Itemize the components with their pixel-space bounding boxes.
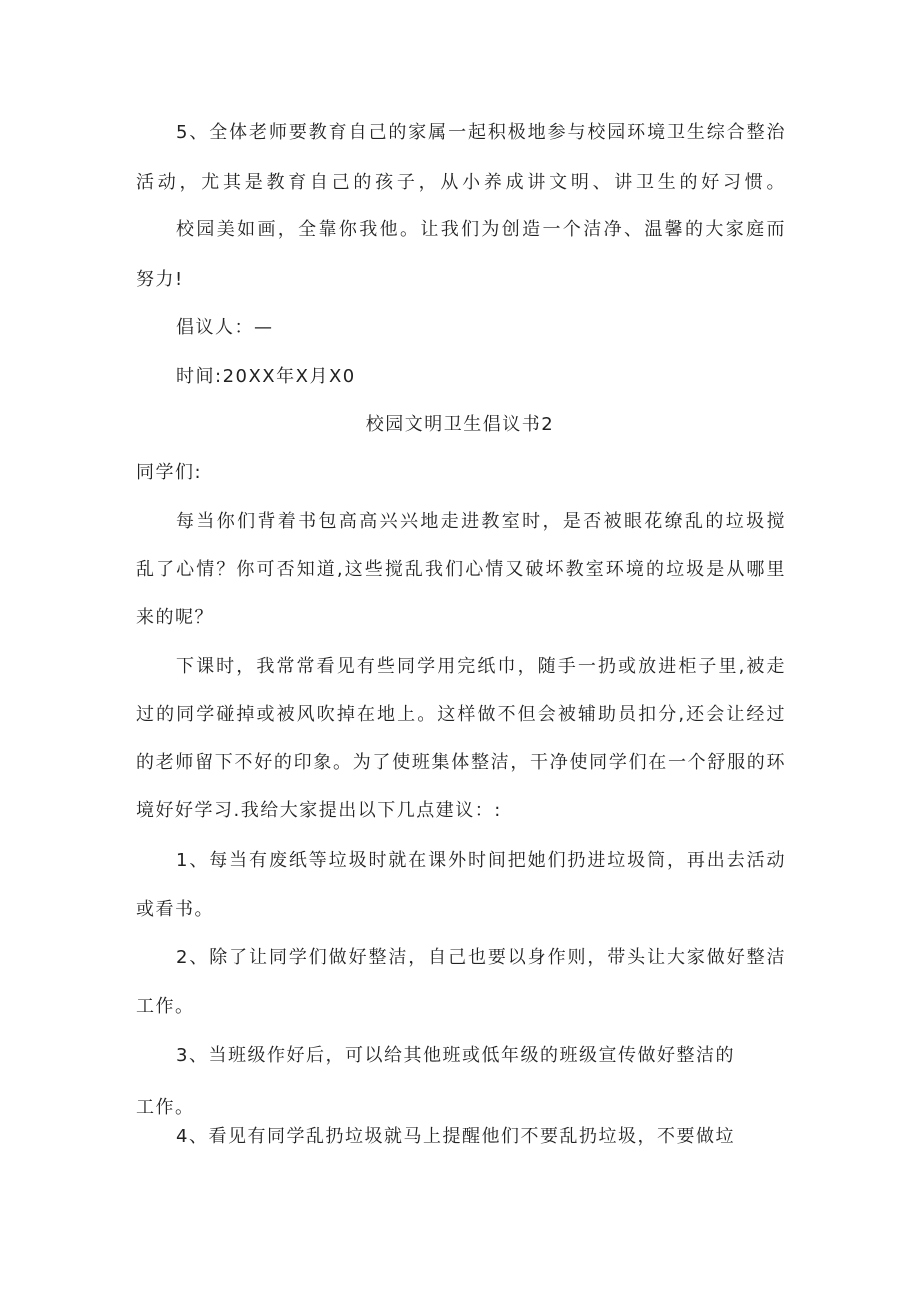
paragraph-5-line-1: 5、全体老师要教育自己的家属一起积极地参与校园环境卫生综合整治 xyxy=(176,122,786,143)
salutation: 同学们: xyxy=(136,462,203,483)
paragraph-observation-line-4: 境好好学习.我给大家提出以下几点建议：: xyxy=(136,800,502,821)
suggestion-1-line-2: 或看书。 xyxy=(136,899,214,920)
paragraph-intro-line-1: 每当你们背着书包高高兴兴地走进教室时，是否被眼花缭乱的垃圾搅 xyxy=(176,511,786,532)
initiator-line: 倡议人：— xyxy=(176,317,274,338)
paragraph-observation-line-2: 过的同学碰掉或被风吹掉在地上。这样做不但会被辅助员扣分,还会让经过 xyxy=(136,704,786,725)
paragraph-observation-line-3: 的老师留下不好的印象。为了使班集体整洁，干净使同学们在一个舒服的环 xyxy=(136,752,786,773)
suggestion-3-line-1: 3、当班级作好后，可以给其他班或低年级的班级宣传做好整洁的 xyxy=(176,1045,735,1066)
section-title: 校园文明卫生倡议书2 xyxy=(365,414,555,435)
suggestion-4-line-1: 4、看见有同学乱扔垃圾就马上提醒他们不要乱扔垃圾，不要做垃 xyxy=(176,1126,735,1147)
suggestion-2-line-2: 工作。 xyxy=(136,996,195,1017)
suggestion-2-line-1: 2、除了让同学们做好整洁，自己也要以身作则，带头让大家做好整洁 xyxy=(176,947,786,968)
suggestion-1-line-1: 1、每当有废纸等垃圾时就在课外时间把她们扔进垃圾筒，再出去活动 xyxy=(176,850,786,871)
paragraph-intro-line-3: 来的呢？ xyxy=(136,607,214,628)
closing-paragraph-line-2: 努力! xyxy=(136,269,184,290)
date-line: 时间:20XX年X月X0 xyxy=(176,366,356,387)
paragraph-intro-line-2: 乱了心情？你可否知道,这些搅乱我们心情又破坏教室环境的垃圾是从哪里 xyxy=(136,559,786,580)
closing-paragraph-line-1: 校园美如画，全靠你我他。让我们为创造一个洁净、温馨的大家庭而 xyxy=(176,219,786,240)
suggestion-3-line-2: 工作。 xyxy=(136,1097,195,1118)
paragraph-observation-line-1: 下课时，我常常看见有些同学用完纸巾，随手一扔或放进柜子里,被走 xyxy=(176,656,786,677)
paragraph-5-line-2: 活动，尤其是教育自己的孩子，从小养成讲文明、讲卫生的好习惯。 xyxy=(136,172,786,193)
